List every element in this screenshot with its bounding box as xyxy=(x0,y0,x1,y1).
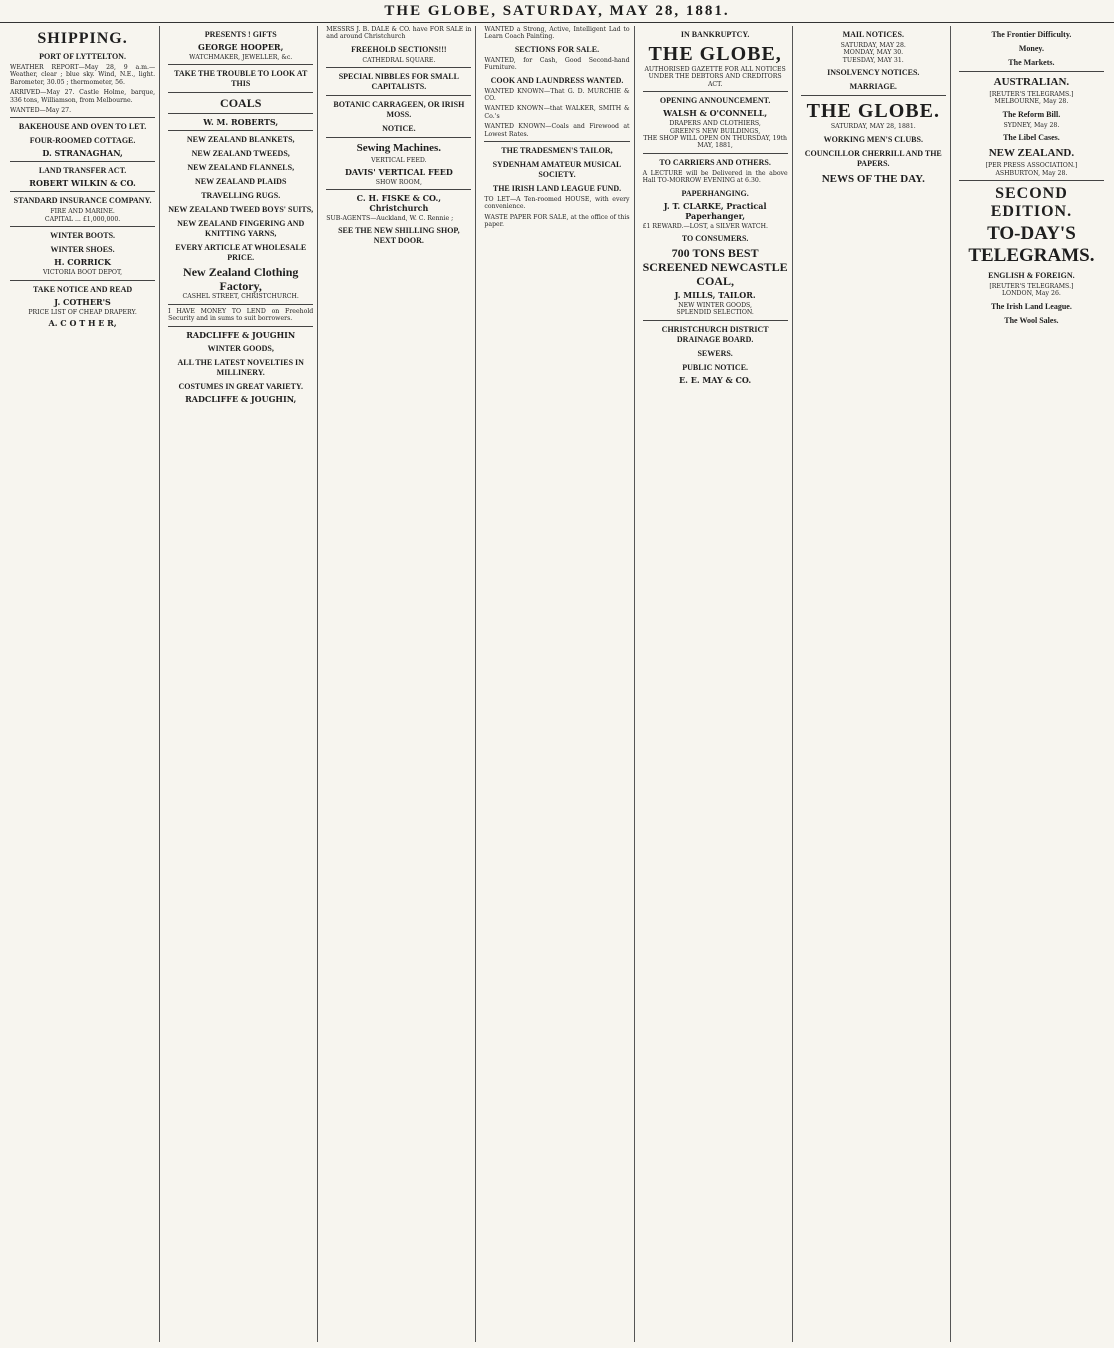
price-list: PRICE LIST OF CHEAP DRAPERY. xyxy=(28,308,137,316)
column-4 xyxy=(480,26,634,1342)
winter-goods: WINTER GOODS, xyxy=(207,343,274,353)
vertical-feed: VERTICAL FEED. xyxy=(371,157,427,165)
coals-ad: COALS xyxy=(220,96,262,111)
columns xyxy=(6,26,1108,1342)
all-latest: ALL THE LATEST NOVELTIES IN MILLINERY. xyxy=(177,357,304,377)
money-lend: I HAVE MONEY TO LEND on Freehold Security and in sums to suit borrowers. xyxy=(168,307,314,323)
date: SATURDAY, MAY 28, 1881. xyxy=(830,123,916,131)
bakehouse-ad: BAKEHOUSE AND OVEN TO LET. xyxy=(18,122,147,132)
libel-cases: The Libel Cases. xyxy=(1003,133,1060,143)
cook-laundress: COOK AND LAUNDRESS WANTED. xyxy=(490,75,624,85)
saturday: SATURDAY, MAY 28. xyxy=(840,42,906,49)
corrick-ad: H. CORRICK xyxy=(54,257,111,268)
new-winter-goods: NEW WINTER GOODS, xyxy=(678,302,753,310)
sections-sale: SECTIONS FOR SALE. xyxy=(514,44,600,54)
mail-notices: MAIL NOTICES. xyxy=(842,30,904,39)
winter-boots: WINTER BOOTS. xyxy=(50,231,116,241)
wanted: WANTED—May 27. xyxy=(10,107,72,115)
greens: GREEN'S NEW BUILDINGS, xyxy=(669,127,761,135)
mills: J. MILLS, TAILOR. xyxy=(674,290,756,301)
melbourne: MELBOURNE, May 28. xyxy=(994,98,1069,106)
radcliffe-footer: RADCLIFFE & JOUGHIN, xyxy=(185,393,297,404)
cashel-street: CASHEL STREET, CHRISTCHURCH. xyxy=(182,293,299,301)
fiske: C. H. FISKE & CO., Christchurch xyxy=(356,193,442,214)
reward: £1 REWARD.—LOST, a SILVER WATCH. xyxy=(642,222,768,230)
australian: AUSTRALIAN. xyxy=(993,76,1070,88)
telegrams: TELEGRAMS. xyxy=(968,245,1095,267)
ashburton: ASHBURTON, May 28. xyxy=(995,169,1068,177)
cother-ad: J. COTHER'S xyxy=(54,296,111,307)
splendid: SPLENDID SELECTION. xyxy=(676,309,754,317)
notice: NOTICE. xyxy=(382,124,416,134)
masthead xyxy=(0,0,1114,23)
to-let: TO LET—A Ten-roomed HOUSE, with every convenience. xyxy=(484,196,630,211)
bankruptcy: IN BANKRUPTCY. xyxy=(680,30,750,39)
winter-shoes: WINTER SHOES. xyxy=(50,245,115,255)
sydenham-society: SYDENHAM AMATEUR MUSICAL SOCIETY. xyxy=(492,160,622,180)
wilkin-ad: ROBERT WILKIN & CO. xyxy=(29,178,136,189)
wanted-known-3: WANTED KNOWN—Coals and Firewood at Lowest Rates. xyxy=(484,123,630,138)
new-zealand: NEW ZEALAND. xyxy=(988,147,1075,160)
gazette: AUTHORISED GAZETTE FOR ALL NOTICES UNDER THE DEBTORS AND CREDITORS ACT. xyxy=(644,66,786,88)
markets: The Markets. xyxy=(1008,58,1055,67)
column-3 xyxy=(322,26,476,1342)
wanted-good: WANTED, for Cash, Good Second-hand Furniture. xyxy=(484,56,630,72)
stranaghan: D. STRANAGHAN, xyxy=(42,148,123,159)
standard-insurance: STANDARD INSURANCE COMPANY. xyxy=(13,196,152,206)
column-7 xyxy=(955,26,1108,1342)
waste-paper: WASTE PAPER FOR SALE, at the office of this paper. xyxy=(484,213,630,229)
hooper: GEORGE HOOPER, xyxy=(198,42,284,52)
take-notice: TAKE NOTICE AND READ xyxy=(32,284,133,294)
watches-ad: TAKE THE TROUBLE TO LOOK AT THIS xyxy=(174,69,308,89)
english-foreign: ENGLISH & FOREIGN. xyxy=(988,271,1075,281)
column-5 xyxy=(639,26,793,1342)
reuters-2: [REUTER'S TELEGRAMS.] xyxy=(989,283,1074,291)
shipping-heading: SHIPPING. xyxy=(37,30,128,47)
presents: PRESENTS ! GIFTS xyxy=(204,30,277,39)
tradesmens-tailor: THE TRADESMEN'S TAILOR, xyxy=(501,146,613,156)
paperhanging: PAPERHANGING. xyxy=(681,188,749,198)
clarke: J. T. CLARKE, Practical Paperhanger, xyxy=(663,200,767,221)
todays: TO-DAY'S xyxy=(987,223,1076,245)
every-article: EVERY ARTICLE AT WHOLESALE PRICE. xyxy=(175,243,307,263)
wool-sales: The Wool Sales. xyxy=(1004,315,1059,325)
marriage: MARRIAGE. xyxy=(849,82,897,92)
fire-marine: FIRE AND MARINE. xyxy=(50,208,115,216)
working-clubs: WORKING MEN'S CLUBS. xyxy=(823,134,923,144)
london: LONDON, May 26. xyxy=(1001,290,1061,298)
consumers: TO CONSUMERS. xyxy=(681,234,749,244)
press-assoc: [PER PRESS ASSOCIATION.] xyxy=(985,162,1078,170)
nz-blankets: NEW ZEALAND BLANKETS, xyxy=(186,135,295,145)
shop-open: THE SHOP WILL OPEN ON THURSDAY, 19th MAY, 1881, xyxy=(643,135,788,150)
nz-tweeds: NEW ZEALAND TWEEDS, xyxy=(191,149,290,159)
walsh-oconnell: WALSH & O'CONNELL, xyxy=(663,108,768,119)
weather-report: WEATHER REPORT—May 28, 9 a.m.— Weather, clear ; blue sky. Wind, N.E., light. Barometer, 30.05 ; thermometer, 56. xyxy=(10,64,156,86)
drapers: DRAPERS AND CLOTHIERS, xyxy=(669,120,761,128)
tuesday: TUESDAY, MAY 31. xyxy=(842,56,904,64)
masthead-title: THE GLOBE, SATURDAY, MAY 28, 1881. xyxy=(384,3,730,19)
sewers: SEWERS. xyxy=(697,348,733,358)
wanted-known-2: WANTED KNOWN—that WALKER, SMITH & Co.'s xyxy=(484,105,630,120)
land-transfer: LAND TRANSFER ACT. xyxy=(38,166,127,176)
column-6 xyxy=(797,26,951,1342)
nz-plaids: NEW ZEALAND PLAIDS xyxy=(194,177,287,187)
davis: DAVIS' VERTICAL FEED xyxy=(344,166,453,177)
opening: OPENING ANNOUNCEMENT. xyxy=(659,96,771,106)
may-co: E. E. MAY & CO. xyxy=(679,374,752,385)
sewing-machines: Sewing Machines. xyxy=(356,142,442,155)
reuters: [REUTER'S TELEGRAMS.] xyxy=(989,91,1074,98)
the-globe: THE GLOBE. xyxy=(806,100,940,123)
sydney: SYDNEY, May 28. xyxy=(1003,121,1060,129)
special-nibbles: SPECIAL NIBBLES FOR SMALL CAPITALISTS. xyxy=(338,72,459,92)
the-globe-title: THE GLOBE, xyxy=(648,43,782,65)
show-room: SHOW ROOM, xyxy=(375,178,422,186)
sub-agents: SUB-AGENTS—Auckland, W. C. Rennie ; xyxy=(326,215,454,223)
clothing-factory: New Zealand Clothing Factory, xyxy=(183,265,299,294)
cathedral-square: CATHEDRAL SQUARE. xyxy=(362,56,436,64)
nz-fingering: NEW ZEALAND FINGERING AND KNITTING YARNS, xyxy=(177,219,305,239)
wanted-known-1: WANTED KNOWN—That G. D. MURCHIE & CO. xyxy=(484,87,630,103)
nz-tweed-boys: NEW ZEALAND TWEED BOYS' SUITS, xyxy=(168,205,314,215)
monday: MONDAY, MAY 30. xyxy=(843,49,904,57)
arrived: ARRIVED—May 27. Castle Holme, barque, 336 tons, Williamson, from Melbourne. xyxy=(10,89,156,104)
cother-footer: A. C O T H E R, xyxy=(48,318,117,329)
freehold-sections: FREEHOLD SECTIONS!!! xyxy=(351,44,447,54)
money: Money. xyxy=(1018,44,1044,53)
drainage-board: CHRISTCHURCH DISTRICT DRAINAGE BOARD. xyxy=(661,324,769,344)
lecture: A LECTURE will be Delivered in the above Hall TO-MORROW EVENING at 6.30. xyxy=(642,169,788,185)
frontier: The Frontier Difficulty. xyxy=(991,30,1072,39)
wanted-strong: WANTED a Strong, Active, Intelligent Lad to Learn Coach Painting. xyxy=(484,26,630,41)
roberts-ad: W. M. ROBERTS, xyxy=(203,117,279,128)
victoria-depot: VICTORIA BOOT DEPOT, xyxy=(42,269,123,277)
to-carriers: TO CARRIERS AND OTHERS. xyxy=(659,157,771,167)
irish-land: The Irish Land League. xyxy=(990,301,1072,311)
see-shop: SEE THE NEW SHILLING SHOP, NEXT DOOR. xyxy=(338,226,460,246)
column-1 xyxy=(6,26,160,1342)
dale-ad: MESSRS J. B. DALE & CO. have FOR SALE in and around Christchurch xyxy=(326,26,472,41)
cottage-ad: FOUR-ROOMED COTTAGE. xyxy=(29,136,136,146)
councillor: COUNCILLOR CHERRILL AND THE PAPERS. xyxy=(804,148,942,168)
second-edition: SECOND EDITION. xyxy=(990,185,1073,221)
insolvency: INSOLVENCY NOTICES. xyxy=(827,68,920,78)
botanic: BOTANIC CARRAGEEN, OR IRISH MOSS. xyxy=(333,100,465,120)
radcliffe: RADCLIFFE & JOUGHIN xyxy=(186,329,296,340)
news-day: NEWS OF THE DAY. xyxy=(821,172,925,185)
column-2 xyxy=(164,26,318,1342)
reform-bill: The Reform Bill. xyxy=(1002,109,1061,119)
irish-league-fund: THE IRISH LAND LEAGUE FUND. xyxy=(492,184,622,194)
coal-tons: 700 TONS BEST SCREENED NEWCASTLE COAL, xyxy=(642,246,788,289)
public-notice: PUBLIC NOTICE. xyxy=(682,362,749,372)
travelling-rugs: TRAVELLING RUGS. xyxy=(201,191,281,201)
costumes: COSTUMES IN GREAT VARIETY. xyxy=(178,381,303,391)
watchmaker: WATCHMAKER, JEWELLER, &c. xyxy=(189,54,293,61)
nz-flannels: NEW ZEALAND FLANNELS, xyxy=(187,163,295,173)
capital: CAPITAL ... £1,000,000. xyxy=(44,215,121,223)
port-heading: PORT OF LYTTELTON. xyxy=(39,52,126,61)
